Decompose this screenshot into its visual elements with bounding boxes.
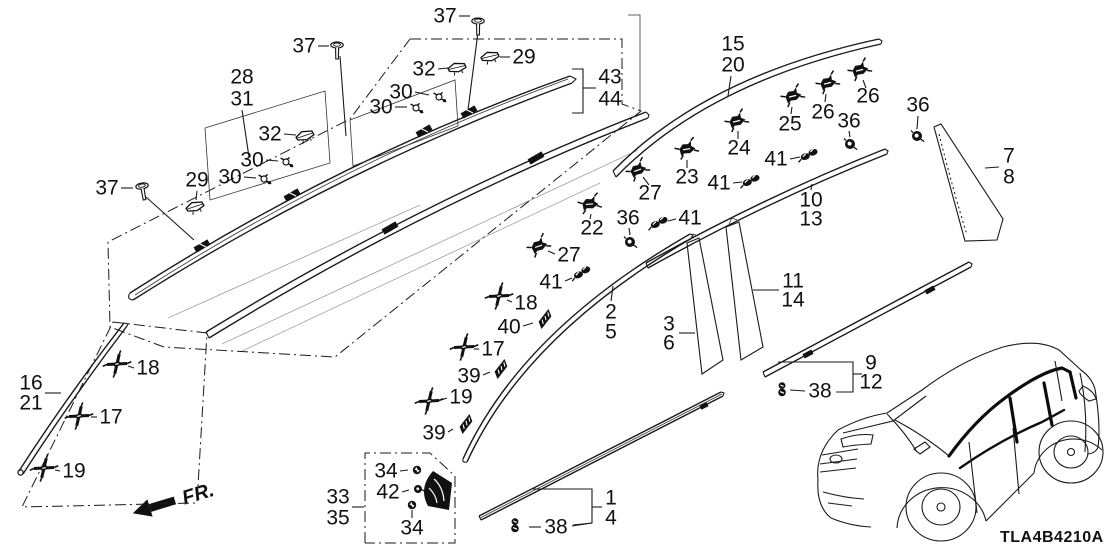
part-callout-44: 44: [598, 87, 622, 111]
pin-clip-icon: [411, 103, 424, 113]
barrel-clip-icon: [738, 174, 761, 188]
leader-line-26: [790, 157, 800, 159]
leader-line-41: [448, 429, 453, 432]
nut-clip-icon: [844, 139, 857, 150]
screw-clip-icon: [135, 182, 150, 201]
part-callout-37-1: 37: [95, 176, 119, 200]
aclip-clip-icon: [779, 84, 806, 108]
leader-line-36: [128, 366, 134, 368]
part-callout-18-2: 18: [136, 356, 160, 380]
aclip-clip-icon: [723, 109, 750, 133]
sclip-clip-icon: [536, 309, 554, 329]
leader-line-7: [284, 134, 296, 135]
part-callout-36-3: 36: [906, 93, 930, 117]
leader-line-17: [548, 251, 555, 254]
part-number-callouts: [19, 5, 1015, 540]
part-callout-33: 33: [326, 485, 350, 509]
xclip-clip-icon: [484, 282, 513, 310]
leader-line-15: [728, 76, 731, 96]
part-callout-26-1: 26: [811, 100, 835, 124]
barrel-clip-icon: [646, 216, 669, 230]
cap-clip-icon: [185, 200, 205, 216]
part-callout-30-1: 30: [240, 148, 264, 172]
aclip-clip-icon: [577, 193, 603, 215]
part-callout-40: 40: [497, 315, 521, 339]
part-callout-10: 10: [799, 188, 823, 212]
cap-clip-icon: [295, 129, 315, 145]
barrel-clip-icon: [796, 148, 819, 162]
c-pillar-garnish-7-8: [934, 124, 1003, 241]
part-callout-27-1: 27: [638, 181, 662, 205]
part-callout-24: 24: [727, 136, 751, 160]
screw-clip-icon: [472, 18, 484, 35]
part-callout-25: 25: [778, 112, 802, 136]
nut-clip-icon: [911, 131, 924, 142]
part-callout-29-1: 29: [185, 168, 209, 192]
part-callout-38-2: 38: [544, 515, 568, 539]
screw-clip-icon: [331, 42, 343, 59]
b-pillar-garnish-3-6: [687, 234, 723, 374]
part-callout-2: 2: [605, 300, 617, 324]
part-callout-21: 21: [19, 391, 43, 415]
leader-line-43: [55, 470, 60, 471]
part-callout-30-3: 30: [389, 80, 413, 104]
part-callout-23: 23: [675, 165, 699, 189]
leader-line-28: [668, 219, 676, 221]
diagram-part-code: TLA4B4210A: [1000, 529, 1104, 546]
part-callout-30-4: 30: [369, 95, 393, 119]
leader-line-35: [507, 300, 512, 302]
nut-clip-icon: [624, 237, 637, 248]
part-callout-32-1: 32: [258, 122, 282, 146]
part-callout-27-2: 27: [557, 243, 581, 267]
part-callout-35: 35: [326, 506, 350, 530]
part-callout-15: 15: [721, 32, 745, 56]
part-callout-17-2: 17: [99, 405, 123, 429]
part-callout-6: 6: [663, 331, 675, 355]
sclip-clip-icon: [457, 414, 475, 434]
part-callout-11: 11: [782, 269, 804, 293]
leader-line-27: [733, 182, 742, 183]
barrel-clip-icon: [569, 265, 592, 281]
leader-line-49: [400, 470, 408, 471]
g38-clip-icon: [778, 382, 786, 396]
aclip-clip-icon: [846, 58, 873, 82]
leader-line-52: [985, 167, 999, 168]
part-callout-41-1: 41: [764, 147, 788, 171]
part-callout-39-2: 39: [422, 421, 446, 445]
pin-clip-icon: [281, 157, 294, 167]
part-callout-37-3: 37: [433, 4, 457, 28]
aclip-clip-icon: [674, 137, 700, 160]
part-callout-42: 42: [376, 480, 400, 504]
part-callout-17-1: 17: [481, 337, 505, 361]
part-callout-43: 43: [598, 65, 622, 89]
part-callout-18-1: 18: [514, 291, 538, 315]
part-callout-36-2: 36: [616, 206, 640, 230]
n34-clip-icon: [413, 466, 421, 474]
leader-line-25: [917, 116, 918, 129]
part-callout-12: 12: [859, 370, 883, 394]
part-callout-5: 5: [605, 320, 617, 344]
leader-line-29: [565, 278, 572, 281]
part-callout-9: 9: [865, 351, 877, 375]
leader-line-37: [523, 323, 533, 326]
leader-line-13: [196, 191, 197, 200]
leader-line-45: [790, 390, 805, 391]
n42-clip-icon: [414, 485, 426, 493]
part-callout-36-1: 36: [837, 109, 861, 133]
leader-line-10: [244, 177, 256, 178]
cap-clip-icon: [447, 62, 467, 77]
g38-clip-icon: [511, 518, 519, 532]
part-callout-31: 31: [230, 87, 254, 111]
part-callout-8: 8: [1003, 165, 1015, 189]
part-callout-16: 16: [19, 371, 43, 395]
aclip-clip-icon: [525, 233, 552, 258]
b-pillar-garnish-11-14: [726, 218, 763, 360]
aclip-clip-icon: [624, 157, 651, 182]
n34-clip-icon: [408, 501, 416, 509]
part-callout-1: 1: [605, 486, 617, 510]
xclip-clip-icon: [449, 333, 478, 361]
part-callout-3: 3: [663, 312, 675, 336]
fr-label: FR.: [179, 479, 217, 510]
part-callout-37-2: 37: [292, 34, 316, 58]
part-callout-4: 4: [605, 506, 617, 530]
part-callout-19-1: 19: [449, 385, 473, 409]
part-callout-19-2: 19: [62, 459, 86, 483]
leader-line-32: [611, 286, 613, 301]
fr-direction-arrow: [130, 479, 217, 525]
part-callout-30-2: 30: [218, 165, 242, 189]
part-callout-41-4: 41: [539, 270, 563, 294]
leader-line-40: [483, 372, 490, 375]
boundary-2: [628, 15, 640, 110]
leader-line-8: [438, 68, 448, 69]
part-callout-22: 22: [580, 216, 604, 240]
corner-garnish-33-35: [424, 471, 452, 510]
part-callout-41-3: 41: [678, 206, 702, 230]
bracket-0: [572, 69, 583, 113]
sclip-clip-icon: [492, 359, 510, 379]
part-callout-20: 20: [721, 53, 745, 77]
aclip-clip-icon: [814, 71, 841, 95]
cap-clip-icon: [480, 51, 500, 66]
part-callout-13: 13: [799, 207, 823, 231]
part-callout-39-1: 39: [457, 364, 481, 388]
belt-molding-front-1-4: [479, 392, 724, 520]
leader-line-50: [402, 490, 409, 492]
pin-clip-icon: [434, 92, 447, 102]
part-callout-7: 7: [1003, 144, 1015, 168]
part-callout-34-1: 34: [374, 459, 398, 483]
part-callout-29-2: 29: [512, 45, 536, 69]
part-callout-26-2: 26: [856, 84, 880, 108]
part-callout-34-2: 34: [400, 516, 424, 540]
part-callout-14: 14: [781, 288, 805, 312]
part-callout-28: 28: [230, 65, 254, 89]
part-callout-32-2: 32: [412, 57, 436, 81]
leader-line-5: [468, 32, 478, 110]
xclip-clip-icon: [414, 387, 443, 415]
part-callout-38-1: 38: [808, 379, 832, 403]
part-callout-41-2: 41: [707, 171, 731, 195]
